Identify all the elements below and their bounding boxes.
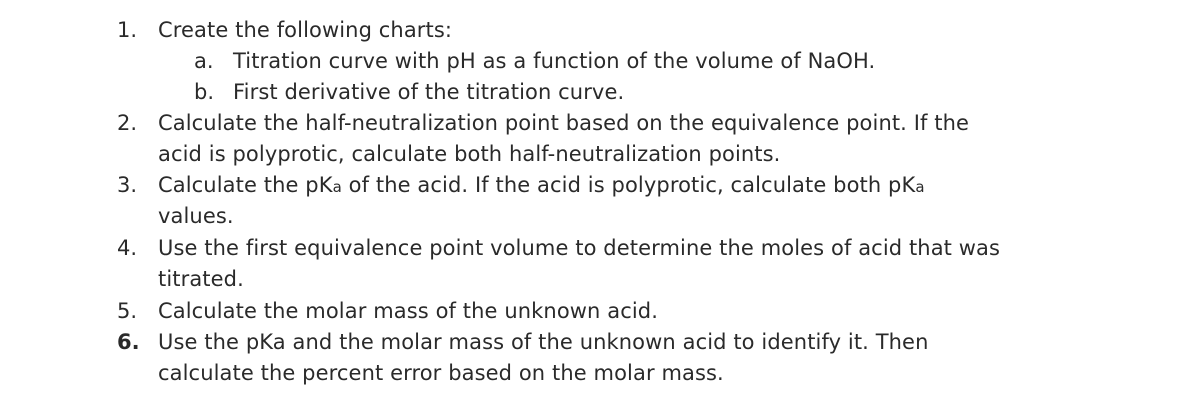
item-number: 3. <box>117 173 138 197</box>
subitem-letter: b. <box>194 80 215 104</box>
item-text: Calculate the molar mass of the unknown acid. <box>158 299 658 323</box>
item-number: 4. <box>117 236 138 260</box>
item-text-part: Calculate the pK <box>158 173 333 197</box>
subitem-letter: a. <box>194 49 214 73</box>
subitem-text: First derivative of the titration curve. <box>233 80 625 104</box>
item-text: Calculate the half-neutralization point based on the equivalence point. If the <box>158 111 970 135</box>
item-text: Use the first equivalence point volume to determine the moles of acid that was <box>158 236 1001 260</box>
item-text: acid is polyprotic, calculate both half-neutralization points. <box>158 142 781 166</box>
subitem-text: Titration curve with pH as a function of the volume of NaOH. <box>233 49 876 73</box>
item-number: 5. <box>117 299 138 323</box>
item-number: 2. <box>117 111 138 135</box>
subscript: a <box>915 178 925 196</box>
subscript: a <box>332 178 342 196</box>
item-text-part: of the acid. If the acid is polyprotic, calculate both pK <box>341 173 916 197</box>
item-number: 6. <box>117 330 140 354</box>
item-text: calculate the percent error based on the molar mass. <box>158 361 724 385</box>
item-text: values. <box>158 204 234 228</box>
item-text <box>158 170 925 202</box>
item-number: 1. <box>117 18 138 42</box>
item-text: titrated. <box>158 267 244 291</box>
item-text: Use the pKa and the molar mass of the unknown acid to identify it. Then <box>158 330 929 354</box>
item-text: Create the following charts: <box>158 18 453 42</box>
